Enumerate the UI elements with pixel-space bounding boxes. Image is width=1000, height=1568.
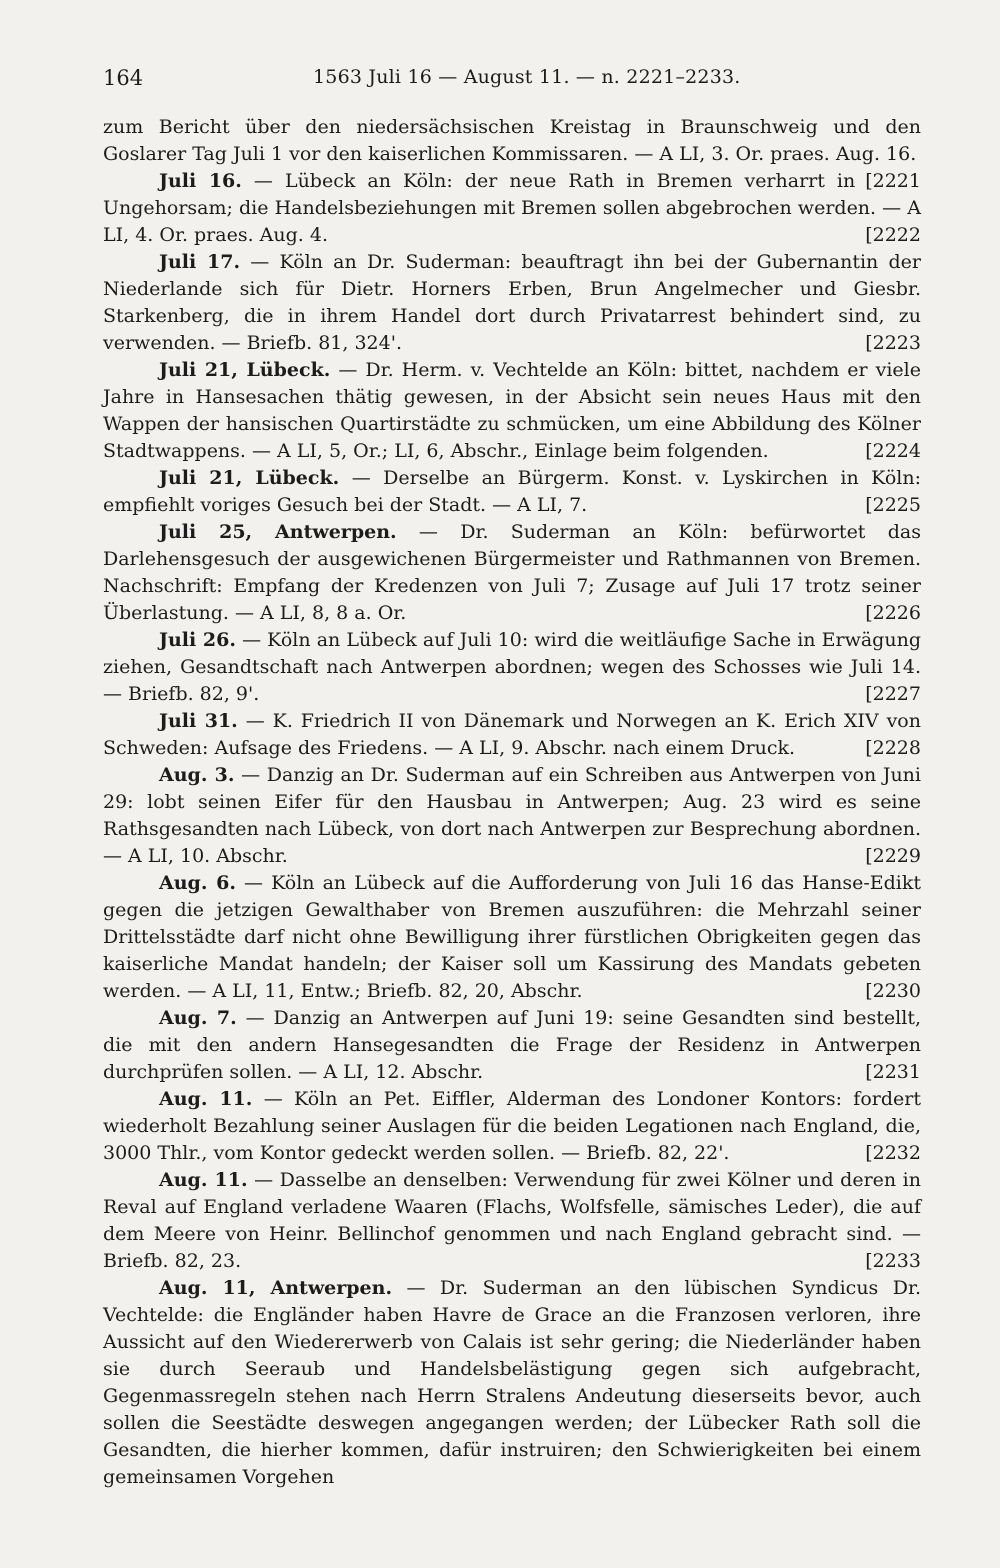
entry-lead: Juli 21, Lübeck. — [159, 359, 331, 381]
entry-lead: Aug. 7. — [159, 1007, 237, 1029]
entry-number: [2229 — [865, 845, 921, 867]
entry-number: [2231 — [865, 1061, 921, 1083]
entry-number: [2228 — [865, 737, 921, 759]
entry-text: — Dr. Suderman an Köln: befürwortet das Darlehensgesuch der ausgewichenen Bürgermeister und Rathmannen von Bremen. Nachschrift: Empfang der Kredenzen von Juli 7; Zusage auf Juli 17 trotz seiner Überlastung. — A LI, 8, 8 a. Or. — [103, 521, 921, 624]
entry-text: — Dr. Suderman an den lübischen Syndicus Dr. Vechtelde: die Engländer haben Havre de Grace an die Franzosen verloren, ihre Aussicht auf den Wiedererwerb von Calais ist sehr gering; die Niederländer haben sie durch Seeraub und Handelsbelästigung gegen sich aufgebracht, Gegenmassregeln stehen nach Herrn Stralens Andeutung dieserseits bevor, auch sollen die Seestädte deswegen angegangen werden; der Lübecker Rath soll die Gesandten, die hierher kommen, dafür instruiren; den Schwierigkeiten bei einem gemeinsamen Vorgehen — [103, 1277, 921, 1488]
entry-lead: Aug. 11. — [159, 1169, 248, 1191]
entry-number: [2233 — [865, 1250, 921, 1272]
entry-number: [2225 — [865, 494, 921, 516]
entry-2234-start — [103, 1275, 921, 1491]
entry-number: [2230 — [865, 980, 921, 1002]
entry-number: [2224 — [865, 440, 921, 462]
entry-number: [2226 — [865, 602, 921, 624]
entry-lead: Juli 17. — [159, 251, 241, 273]
entry-text: — Danzig an Dr. Suderman auf ein Schreiben aus Antwerpen von Juni 29: lobt seinen Eifer für den Hausbau in Antwerpen; Aug. 23 wird es seine Rathsgesandten nach Lübeck, von dort nach Antwerpen zur Besprechung abordnen. — A LI, 10. Abschr. — [103, 764, 922, 867]
entry-2227 — [103, 627, 921, 708]
entry-text: — Köln an Pet. Eiffler, Alderman des Londoner Kontors: fordert wiederholt Bezahlung seiner Auslagen für die beiden Legationen nach England, die, 3000 Thlr., vom Kontor gedeckt werden sollen. — Briefb. 82, 22'. — [103, 1088, 921, 1164]
entry-lead: Juli 25, Antwerpen. — [159, 521, 397, 543]
entry-text: — Lübeck an Köln: der neue Rath in Bremen verharrt in Ungehorsam; die Handelsbeziehungen mit Bremen sollen abgebrochen werden. — A LI, 4. Or. praes. Aug. 4. — [103, 170, 921, 246]
entry-2228 — [103, 708, 921, 762]
running-head: 1563 Juli 16 — August 11. — n. 2221–2233. — [313, 66, 741, 88]
entry-number: [2221 — [865, 170, 921, 192]
entry-number: [2223 — [865, 332, 921, 354]
entry-2230 — [103, 870, 921, 1005]
entry-lead: Aug. 3. — [159, 764, 235, 786]
entry-text: — Dasselbe an denselben: Verwendung für zwei Kölner und deren in Reval auf England verladene Waaren (Flachs, Wolfsfelle, sämisches Leder), die auf dem Meere von Heinr. Bellinchof genommen und nach England gebracht sind. — Briefb. 82, 23. — [103, 1169, 921, 1272]
entry-2226 — [103, 519, 921, 627]
entry-2231 — [103, 1005, 921, 1086]
entry-2222 — [103, 168, 921, 249]
entry-text: — Köln an Lübeck auf die Aufforderung von Juli 16 das Hanse-Edikt gegen die jetzigen Gewalthaber von Bremen auszuführen: die Mehrzahl seiner Drittelsstädte darf nicht ohne Bewilligung ihrer fürstlichen Obrigkeiten gegen das kaiserliche Mandat handeln; der Kaiser soll um Kassirung des Mandats gebeten werden. — A LI, 11, Entw.; Briefb. 82, 20, Abschr. — [103, 872, 921, 1002]
entry-text: zum Bericht über den niedersächsischen Kreistag in Braunschweig und den Goslarer Tag Juli 1 vor den kaiserlichen Kommissaren. — A LI, 3. Or. praes. Aug. 16. — [103, 116, 921, 165]
page-header — [103, 66, 923, 96]
entry-number: [2227 — [865, 683, 921, 705]
entry-2233 — [103, 1167, 921, 1275]
entry-2225 — [103, 465, 921, 519]
entry-lead: Aug. 6. — [159, 872, 236, 894]
entry-text: — K. Friedrich II von Dänemark und Norwegen an K. Erich XIV von Schweden: Aufsage des Friedens. — A LI, 9. Abschr. nach einem Druck. — [103, 710, 921, 759]
page-number: 164 — [103, 66, 144, 90]
entry-text: — Danzig an Antwerpen auf Juni 19: seine Gesandten sind bestellt, die mit den andern Hansegesandten die Frage der Residenz in Antwerpen durchprüfen sollen. — A LI, 12. Abschr. — [103, 1007, 922, 1083]
entry-lead: Aug. 11, Antwerpen. — [159, 1277, 393, 1299]
entry-number: [2222 — [865, 224, 921, 246]
page-body — [103, 114, 921, 1491]
entry-text: — Dr. Herm. v. Vechtelde an Köln: bittet, nachdem er viele Jahre in Hansesachen thätig gewesen, in der Absicht sein neues Haus mit den Wappen der hansischen Quartirstädte zu schmücken, um eine Abbildung des Kölner Stadtwappens. — A LI, 5, Or.; LI, 6, Abschr., Einlage beim folgenden. — [103, 359, 921, 462]
entry-lead: Juli 31. — [159, 710, 238, 732]
entry-lead: Aug. 11. — [159, 1088, 253, 1110]
entry-2224 — [103, 357, 921, 465]
entry-lead: Juli 26. — [159, 629, 236, 651]
entry-text: — Derselbe an Bürgerm. Konst. v. Lyskirchen in Köln: empfiehlt voriges Gesuch bei der Stadt. — A LI, 7. — [103, 467, 921, 516]
entry-lead: Juli 16. — [159, 170, 242, 192]
entry-text: — Köln an Lübeck auf Juli 10: wird die weitläufige Sache in Erwägung ziehen, Gesandtschaft nach Antwerpen abordnen; wegen des Schosses wie Juli 14. — Briefb. 82, 9'. — [103, 629, 921, 705]
entry-2223 — [103, 249, 921, 357]
entry-2232 — [103, 1086, 921, 1167]
entry-number: [2232 — [865, 1142, 921, 1164]
entry-lead: Juli 21, Lübeck. — [159, 467, 340, 489]
entry-2229 — [103, 762, 921, 870]
entry-text: — Köln an Dr. Suderman: beauftragt ihn bei der Gubernantin der Niederlande sich für Dietr. Horners Erben, Brun Angelmecher und Giesbr. Starkenberg, die in ihrem Handel dort durch Privatarrest behindert sind, zu verwenden. — Briefb. 81, 324'. — [103, 251, 921, 354]
